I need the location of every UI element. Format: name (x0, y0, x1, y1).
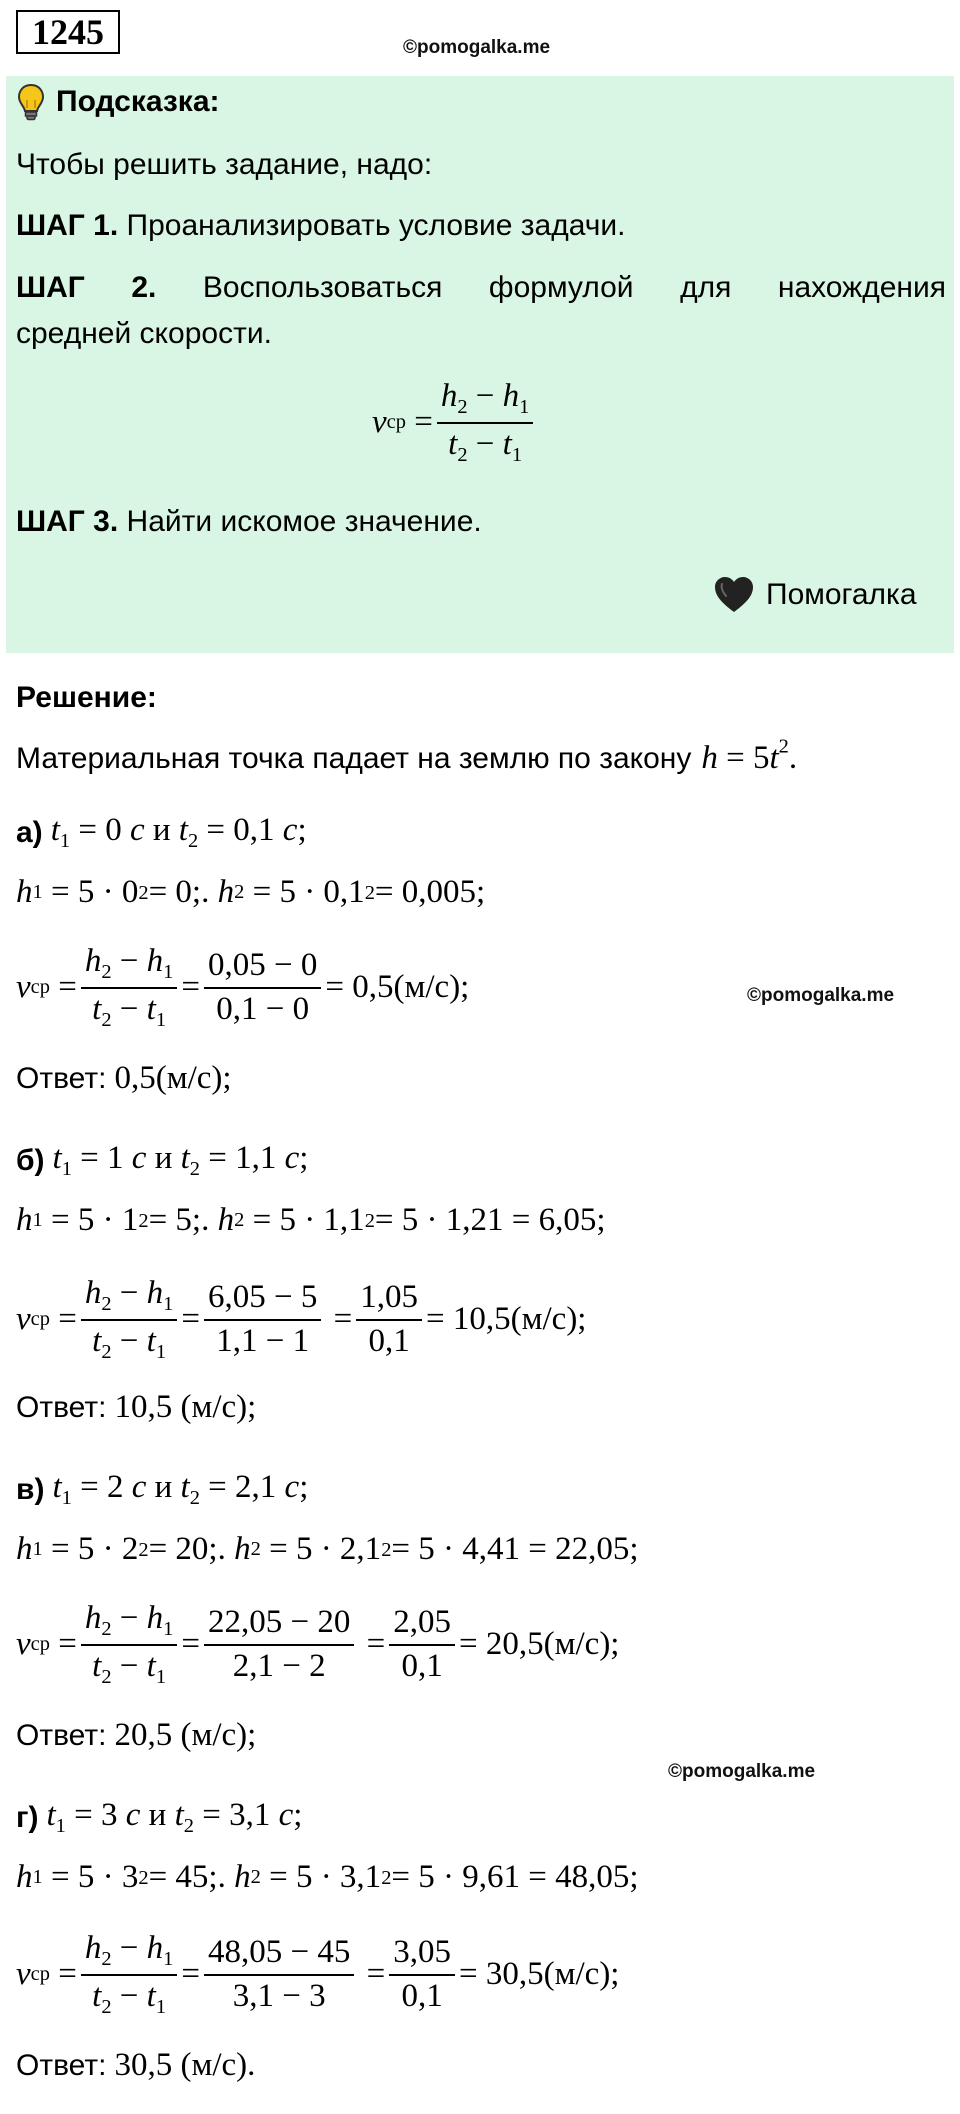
h1-expr: 5 · 1 (77, 1202, 139, 1238)
hint-header (16, 82, 220, 122)
part-answer (16, 1717, 256, 1754)
hint-step2-line2: средней скорости. (16, 317, 272, 350)
t1-value: 3 (101, 1797, 118, 1833)
fraction2-denominator: 0,1 (401, 1977, 443, 2014)
fraction-numerator: 6,05 − 5 (204, 1279, 321, 1321)
velocity-result: = 30,5(м/с); (459, 1956, 620, 1993)
hint-intro: Чтобы решить задание, надо: (16, 148, 433, 181)
h2-expr: 5 · 0,1 (279, 874, 365, 910)
h1-value: = 0;. (148, 874, 210, 910)
h2-expr: 5 · 2,1 (295, 1531, 382, 1567)
h1-expr: 5 · 0 (77, 874, 139, 910)
fraction-numerator: 0,05 − 0 (204, 947, 321, 989)
part-heights: h 1 = 5 · 3 2 = 45;. h 2 = 5 · 3,1 2 = 5 · 9,61 = 48,05; (16, 1859, 639, 1895)
hint-step1 (16, 208, 625, 244)
part-velocity: v ср = $\frac{h_2 - h_1}{t_2 - t_1}$ = $\frac{6,05 - 5}{1,1 - 1}$ = $\frac{1,05}{0,1}$ = 10,5(м/с); (16, 1275, 587, 1363)
fraction2-numerator: 2,05 (389, 1604, 455, 1646)
watermark: ©pomogalka.me (747, 985, 895, 1006)
step2-word: Воспользоваться (202, 271, 443, 304)
fraction2-denominator: 0,1 (401, 1647, 443, 1684)
h2-value: = 0,005; (374, 874, 486, 910)
fraction-denominator: 1,1 − 1 (216, 1322, 310, 1359)
step2-label: ШАГ (16, 271, 85, 304)
part-answer (16, 1060, 232, 1097)
h2-value: = 5 · 9,61 = 48,05; (391, 1859, 639, 1895)
part-label: в) (16, 1472, 45, 1506)
hint-step2-line1 (16, 270, 946, 306)
h1-expr: 5 · 2 (77, 1531, 139, 1567)
answer-value: 30,5 (м/с). (114, 2047, 256, 2083)
fraction-denominator: 0,1 − 0 (216, 990, 310, 1027)
h1-value: = 20;. (148, 1531, 226, 1567)
step2-num: 2. (131, 271, 157, 304)
step3-label: ШАГ 3. (16, 505, 119, 538)
fraction2-numerator: 1,05 (356, 1279, 422, 1321)
step1-label: ШАГ 1. (16, 209, 119, 242)
part-answer (16, 1389, 256, 1426)
part-label: а) (16, 815, 43, 849)
answer-value: 10,5 (м/с); (114, 1389, 257, 1425)
part-velocity: v ср = $\frac{h_2 - h_1}{t_2 - t_1}$ = $\frac{0,05 - 0}{0,1 - 0}$ = 0,5(м/с); (16, 943, 470, 1031)
t1-value: 0 (105, 812, 122, 848)
task-number: 1245 (16, 10, 120, 54)
part-label: б) (16, 1143, 45, 1177)
solution-intro: Материальная точка падает на землю по закону $h = 5t^2$. (16, 735, 798, 776)
heart-icon (712, 575, 756, 615)
t1-value: 1 (107, 1140, 124, 1176)
part-heights: h 1 = 5 · 0 2 = 0;. h 2 = 5 · 0,1 2 = 0,005; (16, 874, 486, 910)
part-condition: г) $t_1 = 3$ с и $t_2 = 3,1$ с; (16, 1797, 303, 1838)
brand-name: Помогалка (766, 578, 917, 611)
t1-value: 2 (106, 1469, 124, 1505)
h2-expr: 5 · 1,1 (279, 1202, 365, 1238)
part-condition: в) $t_1 = 2$ с и $t_2 = 2,1$ с; (16, 1469, 309, 1510)
brand (712, 575, 917, 615)
step3-text: Найти искомое значение. (126, 505, 482, 538)
part-velocity: v ср = $\frac{h_2 - h_1}{t_2 - t_1}$ = $\frac{48,05 - 45}{3,1 - 3}$ = $\frac{3,05}{0,1}$ = 30,5(м/с); (16, 1930, 620, 2018)
hint-step3 (16, 504, 482, 540)
h2-expr: 5 · 3,1 (295, 1859, 382, 1895)
fraction-numerator: 22,05 − 20 (204, 1604, 354, 1646)
fraction-numerator: 48,05 − 45 (204, 1934, 354, 1976)
fraction2-denominator: 0,1 (368, 1322, 410, 1359)
h1-expr: 5 · 3 (77, 1859, 139, 1895)
answer-label: Ответ: (16, 1718, 107, 1752)
lightbulb-icon (16, 82, 46, 122)
part-condition: б) $t_1 = 1$ с и $t_2 = 1,1$ с; (16, 1140, 309, 1181)
answer-label: Ответ: (16, 1061, 107, 1095)
part-label: г) (16, 1800, 39, 1834)
velocity-result: = 0,5(м/с); (325, 969, 470, 1006)
h1-value: = 5;. (148, 1202, 210, 1238)
hint-formula: v ср = $\frac{h_2 - h_1}{t_2 - t_1}$ (372, 378, 537, 467)
part-velocity: v ср = $\frac{h_2 - h_1}{t_2 - t_1}$ = $\frac{22,05 - 20}{2,1 - 2}$ = $\frac{2,05}{0,1}$ = 20,5(м/с); (16, 1600, 620, 1688)
solution-title: Решение: (16, 681, 157, 714)
fraction-denominator: 2,1 − 2 (232, 1647, 326, 1684)
solution-intro-text: Материальная точка падает на землю по закону (16, 741, 692, 775)
step2-word: нахождения (777, 271, 946, 304)
t2-value: 3,1 (229, 1797, 271, 1833)
step2-word: для (680, 271, 732, 304)
answer-value: 0,5(м/с); (114, 1060, 232, 1096)
part-answer (16, 2047, 255, 2084)
h2-value: = 5 · 1,21 = 6,05; (374, 1202, 606, 1238)
answer-label: Ответ: (16, 2048, 107, 2082)
velocity-result: = 10,5(м/с); (426, 1301, 587, 1338)
part-heights: h 1 = 5 · 1 2 = 5;. h 2 = 5 · 1,1 2 = 5 · 1,21 = 6,05; (16, 1202, 606, 1238)
h1-value: = 45;. (148, 1859, 226, 1895)
answer-label: Ответ: (16, 1390, 107, 1424)
t2-value: 2,1 (235, 1469, 277, 1505)
watermark: ©pomogalka.me (403, 37, 551, 58)
t2-value: 1,1 (235, 1140, 277, 1176)
answer-value: 20,5 (м/с); (114, 1717, 257, 1753)
hint-title: Подсказка: (56, 85, 220, 118)
h2-value: = 5 · 4,41 = 22,05; (391, 1531, 639, 1567)
part-heights: h 1 = 5 · 2 2 = 20;. h 2 = 5 · 2,1 2 = 5 · 4,41 = 22,05; (16, 1531, 639, 1567)
fraction2-numerator: 3,05 (389, 1934, 455, 1976)
step2-word: формулой (488, 271, 634, 304)
step1-text: Проанализировать условие задачи. (126, 209, 626, 242)
hint-box (6, 76, 954, 653)
watermark: ©pomogalka.me (668, 1761, 816, 1782)
part-condition: а) $t_1 = 0$ с и $t_2 = 0,1$ с; (16, 812, 307, 853)
t2-value: 0,1 (233, 812, 275, 848)
velocity-result: = 20,5(м/с); (459, 1626, 620, 1663)
fraction-denominator: 3,1 − 3 (232, 1977, 326, 2014)
